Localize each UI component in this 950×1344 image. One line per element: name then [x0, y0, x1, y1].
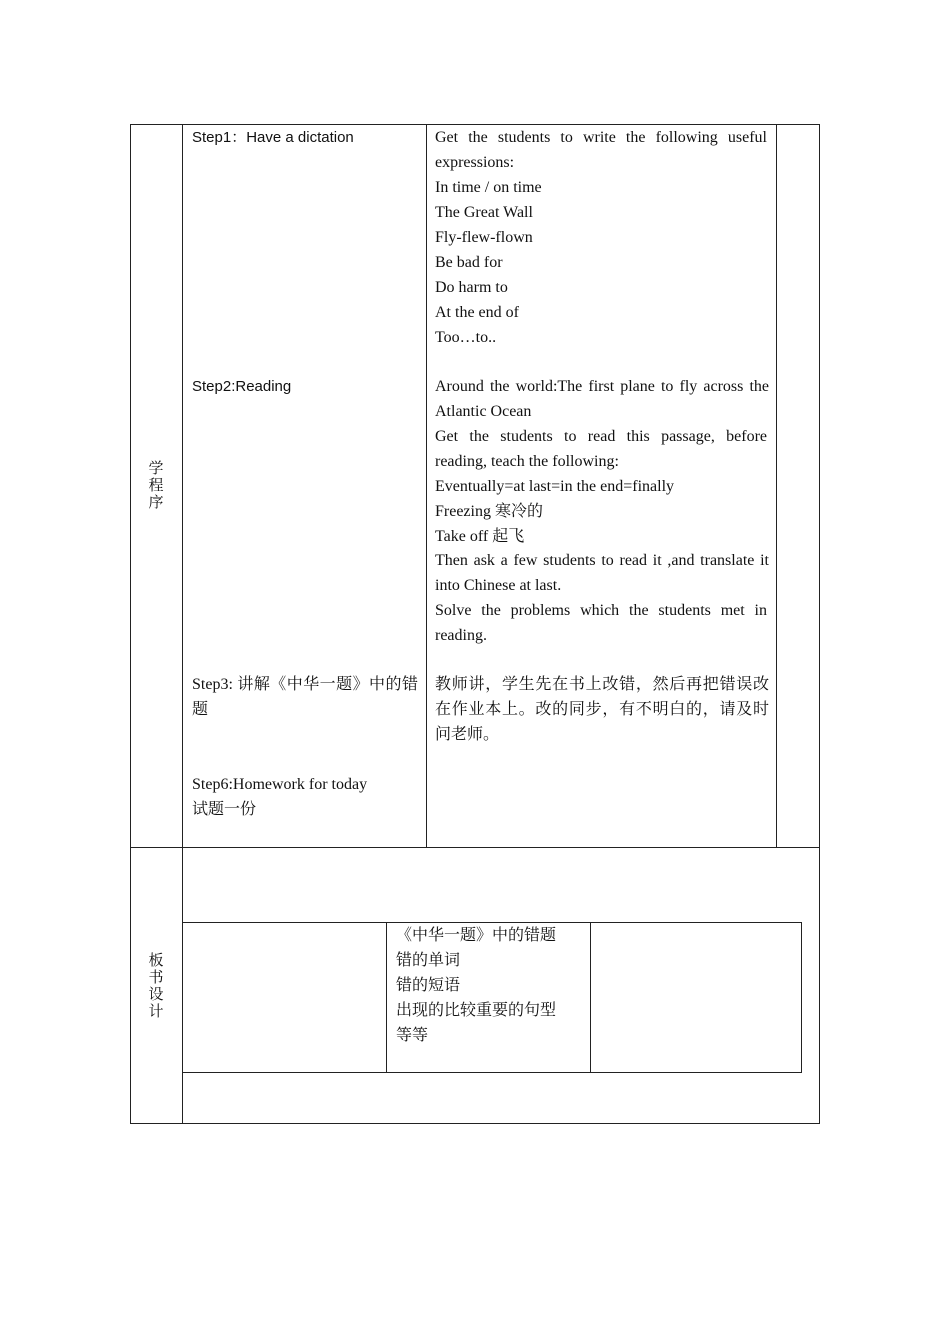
process-section-label: [146, 460, 166, 511]
label-char: 设: [148, 985, 164, 1003]
board-table-bottom-border: [182, 1072, 802, 1073]
step3-activity: 教师讲，学生先在书上改错，然后再把错误改在作业本上。改的同步，有不明白的，请及时问老师。: [435, 676, 769, 743]
label-char: 序: [148, 493, 164, 511]
label-char: 学: [148, 459, 164, 477]
step1-label: Step1：Have a dictation: [192, 129, 354, 146]
table-bottom-border: [130, 1123, 820, 1124]
reading-title: Around the world:The first plane to fly across the Atlantic Ocean: [435, 378, 769, 420]
board-item: 出现的比较重要的句型: [396, 1002, 557, 1019]
board-item: 错的短语: [396, 977, 461, 994]
board-item: 错的单词: [396, 952, 461, 969]
label-column-divider: [182, 124, 183, 1124]
step6-label: Step6:Homework for today: [192, 776, 368, 793]
list-item: Too…to..: [435, 329, 497, 346]
reading-translate: Then ask a few students to read it ,and translate it into Chinese at last.: [435, 552, 769, 594]
dictation-list: [435, 175, 767, 350]
list-item: The Great Wall: [435, 204, 533, 221]
label-char: 计: [148, 1002, 164, 1020]
board-item: 等等: [396, 1027, 429, 1044]
step-column-divider: [426, 124, 427, 847]
activity-column-divider: [776, 124, 777, 847]
step6-detail: 试题一份: [192, 801, 257, 818]
list-item: Fly-flew-flown: [435, 229, 533, 246]
step2-label: Step2:Reading: [192, 378, 292, 395]
board-section-label: [146, 952, 166, 1020]
board-table-divider-2: [590, 922, 591, 1073]
list-item: Be bad for: [435, 254, 503, 271]
table-left-border: [130, 124, 131, 1124]
step3-label: Step3: 讲解《中华一题》中的错题: [192, 676, 418, 718]
label-char: 书: [148, 968, 164, 986]
table-row-divider: [130, 847, 820, 848]
reading-solve: Solve the problems which the students met in reading.: [435, 602, 767, 644]
list-item: At the end of: [435, 304, 519, 321]
reading-intro: Get the students to read this passage, before reading, teach the following:: [435, 428, 767, 470]
board-table-right-border: [801, 922, 802, 1073]
dictation-intro: Get the students to write the following useful expressions:: [435, 129, 767, 171]
board-design-content: [396, 923, 586, 1048]
list-item: Do harm to: [435, 279, 508, 296]
board-table-divider-1: [386, 922, 387, 1073]
label-char: 板: [148, 951, 164, 969]
list-item: In time / on time: [435, 179, 542, 196]
label-char: 程: [148, 476, 164, 494]
list-item: Eventually=at last=in the end=finally: [435, 478, 675, 495]
list-item: Freezing 寒冷的: [435, 503, 543, 520]
board-item: 《中华一题》中的错题: [396, 927, 557, 944]
reading-list: [435, 474, 767, 549]
table-right-border: [819, 124, 820, 1124]
list-item: Take off 起飞: [435, 528, 525, 545]
